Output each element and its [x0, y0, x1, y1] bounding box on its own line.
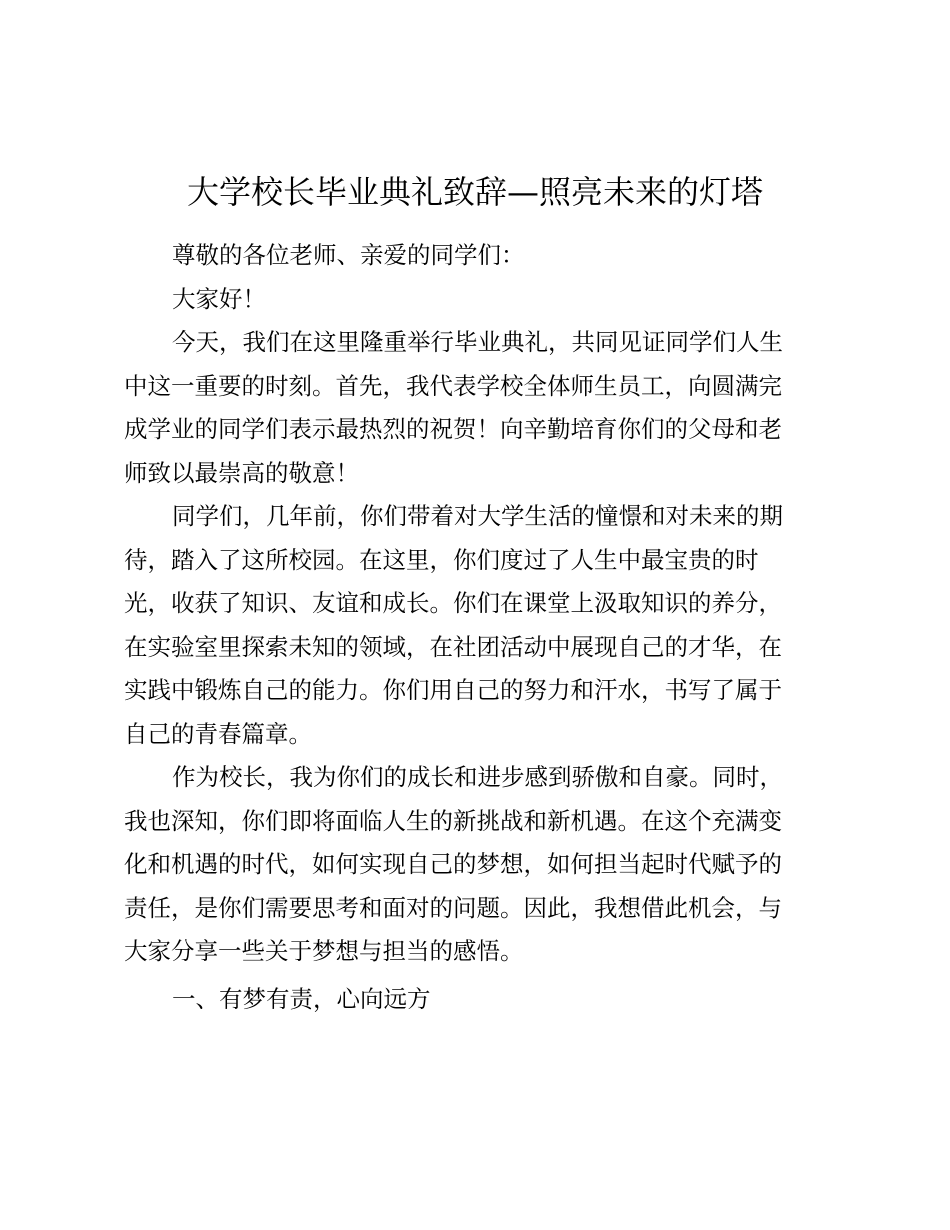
paragraph-1-line-3: 成学业的同学们表示最热烈的祝贺！向辛勤培育你们的父母和老	[124, 415, 782, 443]
document-body	[124, 234, 824, 1021]
paragraph-1-line-2: 中这一重要的时刻。首先，我代表学校全体师生员工，向圆满完	[124, 371, 782, 400]
paragraph-2-line-1: 同学们，几年前，你们带着对大学生活的憧憬和对未来的期	[172, 502, 783, 530]
paragraph-1-line-4: 师致以最崇高的敬意！	[124, 458, 359, 487]
salutation-line: 尊敬的各位老师、亲爱的同学们：	[172, 241, 525, 269]
paragraph-1-line-1: 今天，我们在这里隆重举行毕业典礼，共同见证同学们人生	[172, 328, 783, 356]
paragraph-3-line-3: 化和机遇的时代，如何实现自己的梦想，如何担当起时代赋予的	[124, 850, 782, 878]
document-title: 大学校长毕业典礼致辞—照亮未来的灯塔	[186, 173, 763, 211]
paragraph-2-line-4: 在实验室里探索未知的领域，在社团活动中展现自己的才华，在	[124, 632, 782, 661]
paragraph-2-line-2: 待，踏入了这所校园。在这里，你们度过了人生中最宝贵的时	[124, 545, 759, 574]
section-heading-1: 一、有梦有责，心向远方	[172, 984, 431, 1013]
paragraph-3-line-2: 我也深知，你们即将面临人生的新挑战和新机遇。在这个充满变	[124, 806, 782, 835]
greeting-line: 大家好！	[172, 284, 266, 313]
paragraph-3-line-5: 大家分享一些关于梦想与担当的感悟。	[124, 937, 524, 965]
paragraph-3-line-1: 作为校长，我为你们的成长和进步感到骄傲和自豪。同时，	[172, 763, 783, 791]
paragraph-2-line-6: 自己的青春篇章。	[124, 719, 312, 748]
paragraph-2-line-5: 实践中锻炼自己的能力。你们用自己的努力和汗水，书写了属于	[124, 676, 782, 704]
paragraph-2-line-3: 光，收获了知识、友谊和成长。你们在课堂上汲取知识的养分，	[124, 589, 782, 617]
paragraph-3-line-4: 责任，是你们需要思考和面对的问题。因此，我想借此机会，与	[124, 893, 782, 922]
